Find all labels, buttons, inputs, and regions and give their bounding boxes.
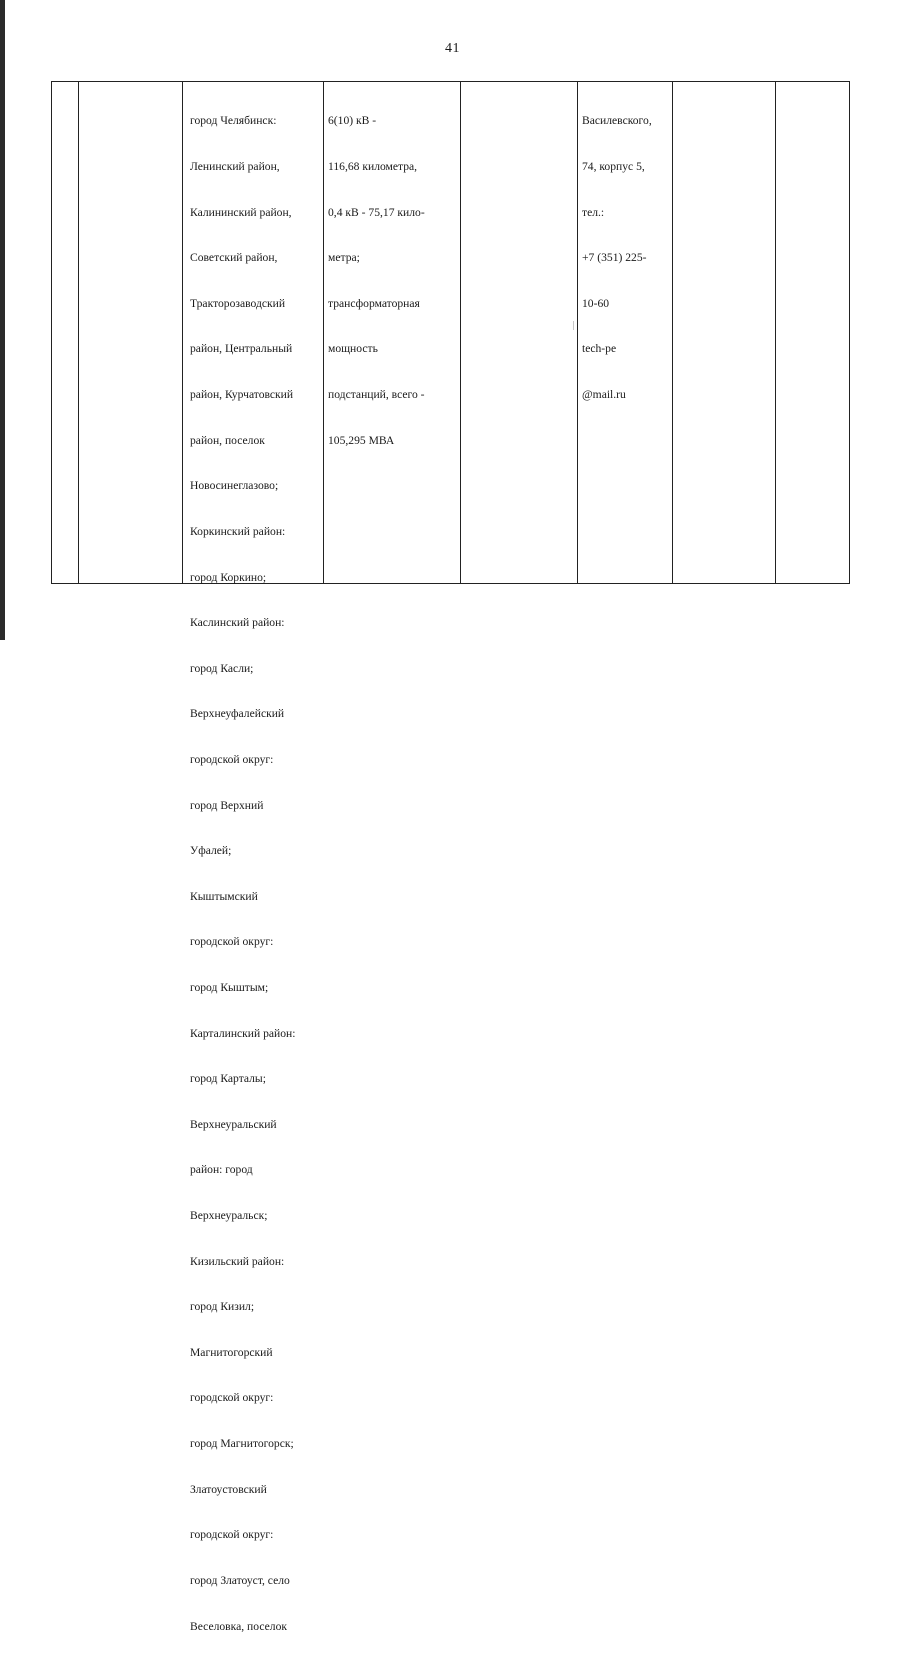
territory-line: Новосинеглазово;: [190, 479, 279, 493]
territory-line: городской округ:: [190, 752, 274, 766]
capacity-line: 105,295 МВА: [328, 433, 395, 447]
territory-line: городской округ:: [190, 1391, 274, 1405]
territory-line: Уфалей;: [190, 844, 232, 858]
column-divider: [323, 82, 324, 583]
capacity-line: трансформаторная: [328, 296, 420, 310]
territory-line: Верхнеуральск;: [190, 1209, 268, 1223]
page-number: 41: [445, 41, 460, 56]
territory-line: район, Центральный: [190, 342, 293, 356]
address-contact-cell: [582, 83, 652, 433]
territory-line: городской округ:: [190, 935, 274, 949]
email-line: tech-pe: [582, 342, 617, 356]
territory-line: город Верхний: [190, 798, 264, 812]
column-divider: [577, 82, 578, 583]
territory-line: городской округ:: [190, 1528, 274, 1542]
territory-line: город Златоуст, село: [190, 1573, 290, 1587]
territory-line: Карталинский район:: [190, 1026, 296, 1040]
capacity-line: подстанций, всего -: [328, 388, 425, 402]
address-line: Василевского,: [582, 114, 652, 128]
territory-line: город Коркино;: [190, 570, 267, 584]
territory-line: Златоустовский: [190, 1482, 267, 1496]
territory-line: город Кыштым;: [190, 980, 269, 994]
territory-line: Верхнеуральский: [190, 1117, 277, 1131]
scan-artifact: [573, 321, 574, 330]
territory-line: Ленинский район,: [190, 160, 280, 174]
territory-line: район: город: [190, 1163, 253, 1177]
capacity-line: метра;: [328, 251, 360, 265]
territory-line: город Челябинск:: [190, 114, 277, 128]
column-divider: [672, 82, 673, 583]
territory-line: Веселовка, поселок: [190, 1619, 287, 1633]
territory-line: Верхнеуфалейский: [190, 707, 285, 721]
territory-line: Советский район,: [190, 251, 278, 265]
territory-line: город Касли;: [190, 661, 254, 675]
phone-line: +7 (351) 225-: [582, 251, 647, 265]
address-line: 74, корпус 5,: [582, 160, 645, 174]
territory-line: Кыштымский: [190, 889, 258, 903]
email-line: @mail.ru: [582, 388, 626, 402]
territory-line: Кизильский район:: [190, 1254, 285, 1268]
capacity-line: 116,68 километра,: [328, 160, 418, 174]
phone-line: 10-60: [582, 296, 610, 310]
territory-cell: [190, 83, 295, 1664]
territory-line: Калининский район,: [190, 205, 292, 219]
capacity-line: 0,4 кВ - 75,17 кило-: [328, 205, 425, 219]
territory-line: район, Курчатовский: [190, 388, 294, 402]
column-divider: [460, 82, 461, 583]
territory-line: Каслинский район:: [190, 616, 285, 630]
territory-line: город Карталы;: [190, 1072, 266, 1086]
capacity-line: мощность: [328, 342, 378, 356]
scan-edge: [0, 0, 5, 640]
capacity-line: 6(10) кВ -: [328, 114, 377, 128]
column-divider: [78, 82, 79, 583]
territory-line: район, поселок: [190, 433, 265, 447]
network-capacity-cell: [328, 83, 425, 478]
territory-line: Коркинский район:: [190, 524, 286, 538]
territory-line: Магнитогорский: [190, 1345, 273, 1359]
territory-line: Тракторозаводский: [190, 296, 286, 310]
territory-line: город Магнитогорск;: [190, 1437, 294, 1451]
address-line: тел.:: [582, 205, 605, 219]
territory-line: город Кизил;: [190, 1300, 255, 1314]
column-divider: [775, 82, 776, 583]
column-divider: [182, 82, 183, 583]
document-table: [51, 81, 850, 1633]
